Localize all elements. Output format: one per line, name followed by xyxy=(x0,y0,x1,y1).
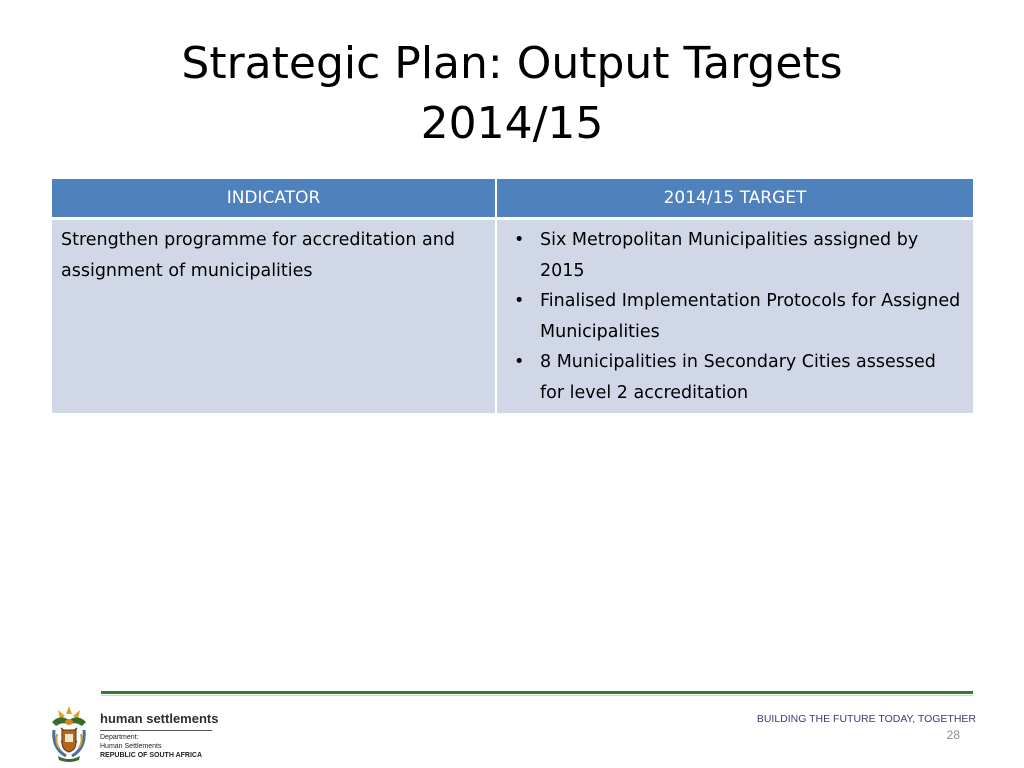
table-row xyxy=(52,219,973,414)
bullet-icon: • xyxy=(514,352,525,372)
slide-title xyxy=(0,34,1024,154)
target-list xyxy=(506,225,965,408)
coat-of-arms-icon xyxy=(46,702,92,762)
brand-rule xyxy=(100,730,212,731)
list-item xyxy=(506,225,965,286)
targets-table xyxy=(52,179,973,413)
department-brand xyxy=(100,711,218,760)
list-item xyxy=(506,286,965,347)
slide-title-line2: 2014/15 xyxy=(420,98,604,149)
page-number: 28 xyxy=(946,728,960,742)
table-header-row xyxy=(52,179,973,219)
slide-title-line1: Strategic Plan: Output Targets xyxy=(181,38,843,89)
target-text: Six Metropolitan Municipalities assigned by 2015 xyxy=(540,230,919,281)
footer-divider-shadow xyxy=(101,695,973,696)
footer-divider xyxy=(101,691,973,694)
indicator-cell: Strengthen programme for accreditation and assignment of municipalities xyxy=(52,219,496,414)
header-target: 2014/15 TARGET xyxy=(496,179,973,219)
dept-line2: Human Settlements xyxy=(100,742,162,750)
brand-name: human settlements xyxy=(100,711,219,726)
bullet-icon: • xyxy=(514,291,525,311)
target-text: 8 Municipalities in Secondary Cities assessed for level 2 accreditation xyxy=(540,352,936,403)
dept-line3: REPUBLIC OF SOUTH AFRICA xyxy=(100,752,203,759)
list-item xyxy=(506,347,965,408)
dept-line1: Department: xyxy=(100,734,139,741)
target-cell xyxy=(496,219,973,414)
footer-tagline: BUILDING THE FUTURE TODAY, TOGETHER xyxy=(756,713,976,725)
header-indicator: INDICATOR xyxy=(52,179,496,219)
bullet-icon: • xyxy=(514,230,525,250)
target-text: Finalised Implementation Protocols for Assigned Municipalities xyxy=(540,291,961,342)
